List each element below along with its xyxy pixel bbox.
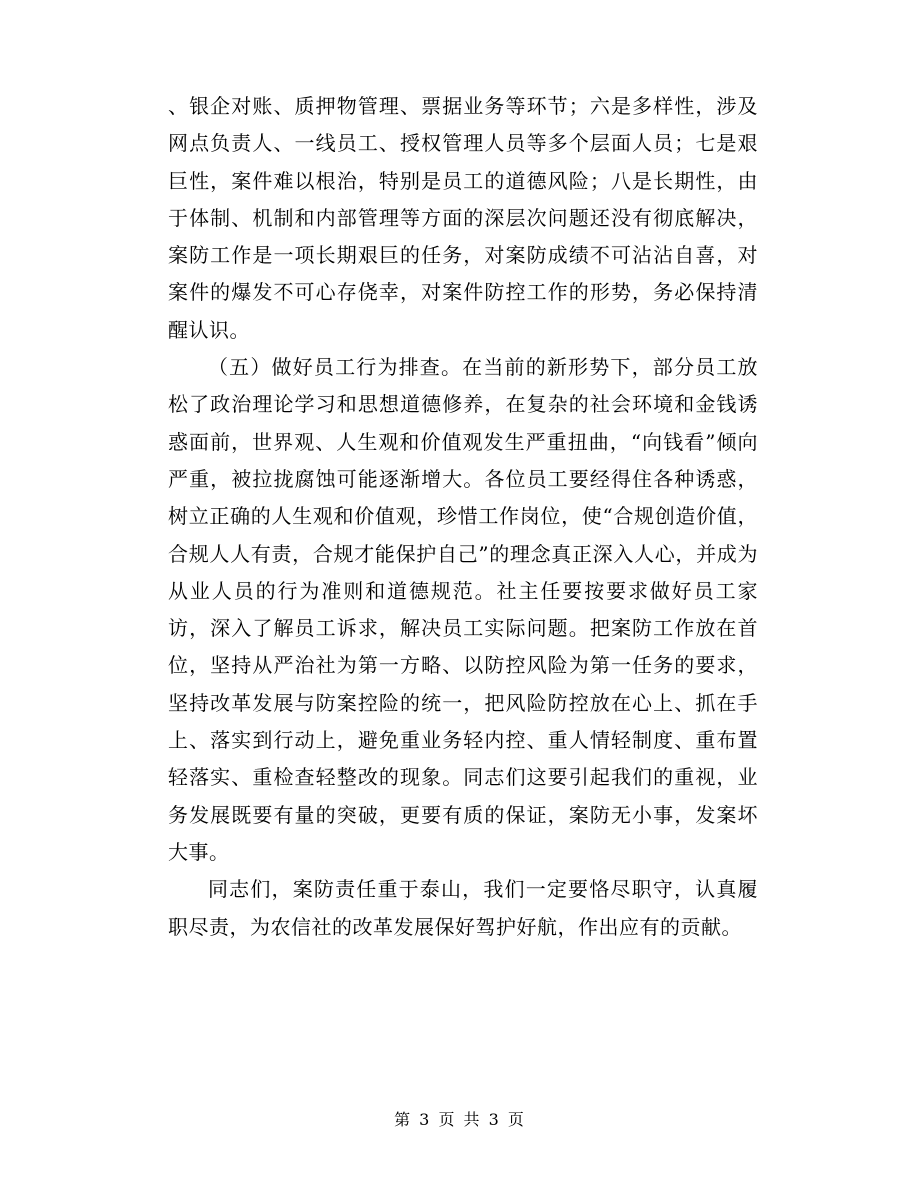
- paragraph-2: （五）做好员工行为排查。在当前的新形势下，部分员工放松了政治理论学习和思想道德修养，在复杂的社会环境和金钱诱惑面前，世界观、人生观和价值观发生严重扭曲，“向钱看”倾向严重，被拉拢腐蚀可能逐渐增大。各位员工要经得住各种诱惑，树立正确的人生观和价值观，珍惜工作岗位，使“合规创造价值，合规人人有责，合规才能保护自己”的理念真正深入人心，并成为从业人员的行为准则和道德规范。社主任要按要求做好员工家访，深入了解员工诉求，解决员工实际问题。把案防工作放在首位，坚持从严治社为第一方略、以防控风险为第一任务的要求，坚持改革发展与防案控险的统一，把风险防控放在心上、抓在手上、落实到行动上，避免重业务轻内控、重人情轻制度、重布置轻落实、重检查轻整改的现象。同志们这要引起我们的重视，业务发展既要有量的突破，更要有质的保证，案防无小事，发案坏大事。: [168, 355, 758, 864]
- paragraph-3: 同志们，案防责任重于泰山，我们一定要恪尽职守，认真履职尽责，为农信社的改革发展保好驾护好航，作出应有的贡献。: [168, 877, 758, 939]
- document-body: [168, 88, 758, 946]
- paragraph-1: 、银企对账、质押物管理、票据业务等环节；六是多样性，涉及网点负责人、一线员工、授权管理人员等多个层面人员；七是艰巨性，案件难以根治，特别是员工的道德风险；八是长期性，由于体制、机制和内部管理等方面的深层次问题还没有彻底解决，案防工作是一项长期艰巨的任务，对案防成绩不可沾沾自喜，对案件的爆发不可心存侥幸，对案件防控工作的形势，务必保持清醒认识。: [168, 94, 758, 342]
- page-footer: 第 3 页 共 3 页: [394, 1110, 526, 1129]
